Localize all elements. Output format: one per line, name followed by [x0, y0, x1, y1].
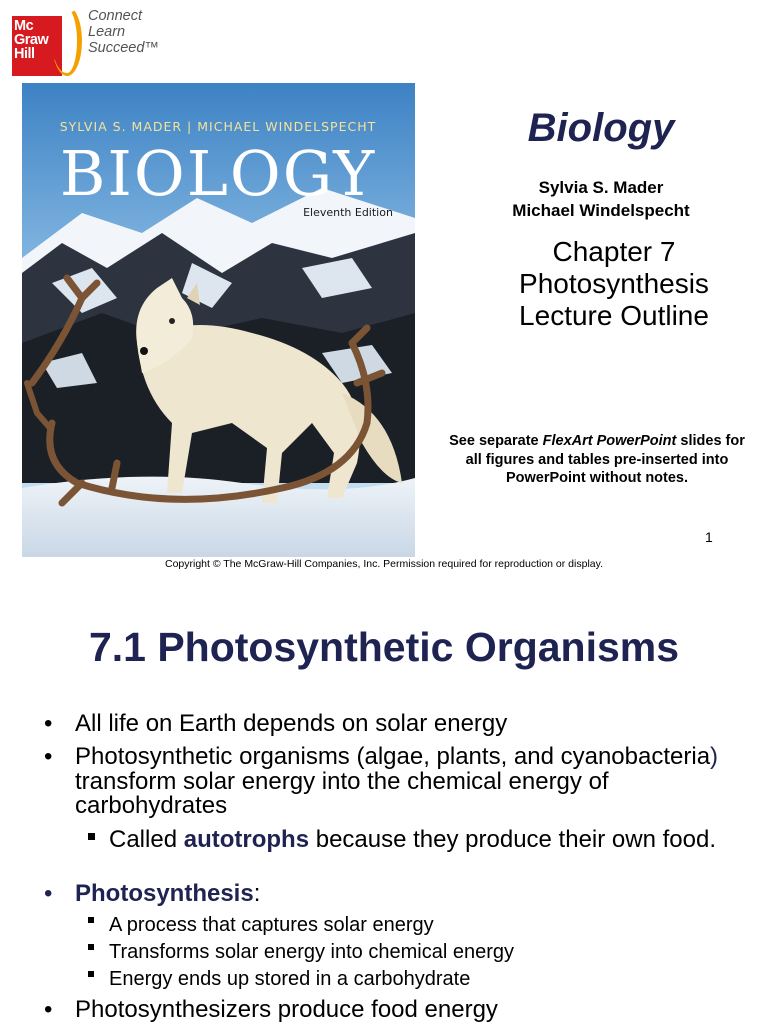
cover-title: BIOLOGY: [59, 137, 377, 210]
bullet-4: Photosynthesizers produce food energy: [75, 996, 498, 1023]
square-bullet-icon: [88, 833, 95, 840]
chapter-line-3: Lecture Outline: [519, 300, 709, 331]
author-line-2: Michael Windelspecht: [512, 201, 690, 220]
bullet-icon: •: [44, 996, 53, 1023]
square-bullet-icon: [88, 971, 94, 977]
term-autotrophs: autotrophs: [183, 826, 310, 853]
chapter-heading: [440, 236, 768, 332]
mcgraw-hill-mark: Mc Graw Hill: [12, 16, 62, 76]
author-line-1: Sylvia S. Mader: [538, 178, 664, 197]
cover-edition: Eleventh Edition: [303, 206, 393, 219]
book-cover-image: [22, 83, 415, 557]
term-photosynthesis: Photosynthesis: [75, 880, 254, 907]
bullet-3: Photosynthesis:: [75, 880, 261, 907]
bullet-3-sub-2: Transforms solar energy into chemical energy: [109, 941, 514, 963]
bullet-2-sub: Called autotrophs because they produce their own food.: [109, 826, 716, 853]
square-bullet-icon: [88, 917, 94, 923]
slide2-title: 7.1 Photosynthetic Organisms: [88, 624, 680, 670]
bullet-icon: •: [44, 880, 53, 907]
cover-authors: SYLVIA S. MADER | MICHAEL WINDELSPECHT: [59, 119, 377, 134]
flexart-note: See separate FlexArt PowerPoint slides for all figures and tables pre-inserted into PowerPoint without notes.: [449, 433, 745, 486]
cover-illustration: [22, 83, 415, 557]
bullet-1: All life on Earth depends on solar energy: [75, 710, 508, 737]
logo-arc: [52, 6, 82, 76]
chapter-line-1: Chapter 7: [552, 236, 676, 267]
chapter-line-2: Photosynthesis: [519, 268, 709, 299]
square-bullet-icon: [88, 944, 94, 950]
bullet-2: Photosynthetic organisms (algae, plants, and cyanobacteria) transform solar energy into the chemical energy of carbohydrates: [75, 743, 719, 819]
slide1-title: Biology: [527, 106, 675, 150]
mcgraw-hill-logo: [12, 6, 162, 78]
page-number: 1: [705, 529, 713, 545]
bullet-3-sub-1: A process that captures solar energy: [109, 914, 434, 936]
logo-slogan: Connect Learn Succeed™: [88, 8, 159, 56]
bullet-3-sub-3: Energy ends up stored in a carbohydrate: [109, 968, 471, 990]
slide1-authors: [440, 176, 762, 222]
bullet-icon: •: [44, 710, 53, 737]
bullet-icon: •: [44, 743, 53, 770]
copyright-notice: Copyright © The McGraw-Hill Companies, Inc. Permission required for reproduction or display.: [164, 558, 604, 570]
